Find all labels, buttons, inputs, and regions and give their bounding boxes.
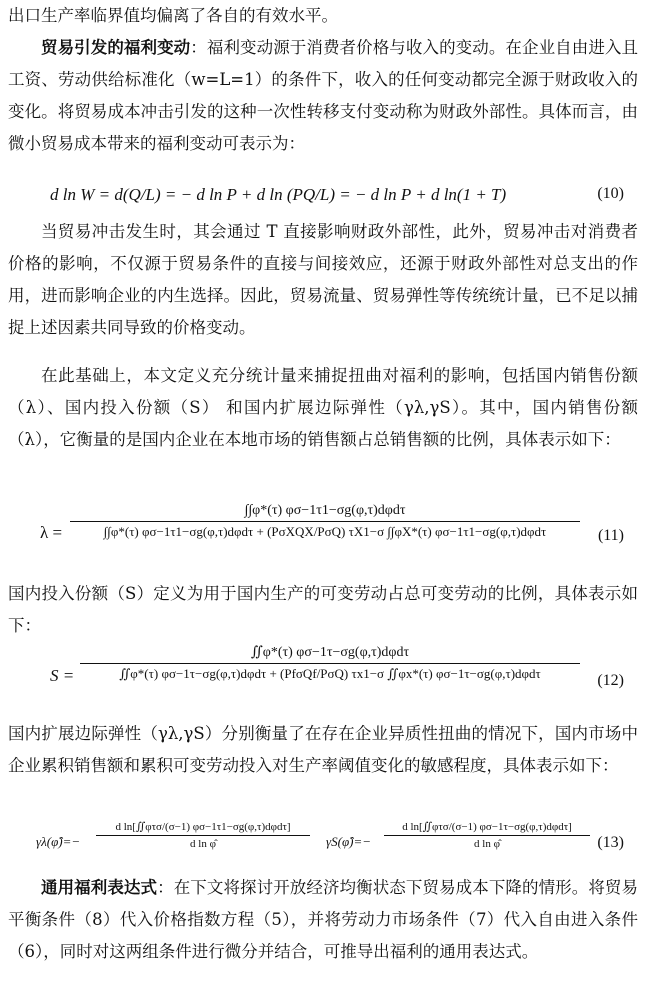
paragraph-trade-shock-text: 当贸易冲击发生时，其会通过 T 直接影响财政外部性，此外，贸易冲击对消费者价格的影响，不仅源于贸易条件的直接与间接效应，还源于财政外部性对总支出的作用，进而影响企业的内生选择。因此，贸易流量、贸易弹性等传统统计量，已不足以捕捉上述因素共同导致的价格变动。 [8,222,638,337]
paragraph-sufficient-statistics-text: 在此基础上，本文定义充分统计量来捕捉扭曲对福利的影响，包括国内销售份额（λ）、国内投入份额（S） 和国内扩展边际弹性（γλ,γS）。其中，国内销售份额（λ），它衡量的是国内企业在本地市场的销售额占总销售额的比例，具体表示如下： [8,366,638,449]
equation-12 [8,644,638,718]
paragraph-welfare-change [8,32,638,160]
equation-13a-denominator: d ln φ̂ [190,838,216,850]
equation-13a-numerator: d ln[∬φτσ/(σ−1) φσ−1τ1−σg(φ,τ)dφdτ] [115,821,291,833]
paragraph-extensive-margin-text: 国内扩展边际弹性（γλ,γS）分别衡量了在存在企业异质性扭曲的情况下，国内市场中企业累积销售额和累积可变劳动投入对生产率阈值变化的敏感程度，具体表示如下： [8,724,638,775]
heading-welfare-change: 贸易引发的福利变动 [41,38,191,57]
equation-13 [8,820,638,874]
equation-12-lhs: S = [50,666,75,685]
heading-general-welfare: 通用福利表达式 [41,878,158,897]
equation-12-fraction-bar [80,663,580,664]
equation-11-fraction-bar [70,521,580,522]
paragraph-extensive-margin [8,718,638,782]
paragraph-trade-shock [8,216,638,344]
equation-11-number: (11) [597,527,624,544]
equation-11 [8,503,638,577]
equation-13a-fraction-bar [96,835,310,836]
equation-13a-fraction [96,820,310,850]
equation-11-numerator: ∫∫φ*(τ) φσ−1τ1−σg(φ,τ)dφdτ [244,503,406,518]
equation-13b-fraction [384,820,590,850]
equation-13b-denominator: d ln φ̂ [474,838,500,850]
text-line-0-content: 出口生产率临界值均偏离了各自的有效水平。 [8,6,338,25]
paragraph-sufficient-statistics [8,360,638,456]
equation-10-number: (10) [597,185,624,202]
paragraph-welfare-change-text: ：福利变动源于消费者价格与收入的变动。在企业自由进入且工资、劳动供给标准化（w=L=1）的条件下，收入的任何变动都完全源于财政收入的变化。将贸易成本冲击引发的这种一次性转移支付变动称为财政外部性。具体而言，由微小贸易成本带来的福利变动可表示为： [8,38,639,153]
equation-12-denominator: ∬φ*(τ) φσ−1τ−σg(φ,τ)dφdτ + (PfσQf/PσQ) τx1−σ ∬φx*(τ) φσ−1τ−σg(φ,τ)dφdτ [119,666,541,681]
equation-10 [8,183,638,211]
paragraph-general-welfare [8,872,638,968]
equation-13b-fraction-bar [384,835,590,836]
text-line-0 [8,0,638,32]
equation-13b-lhs: γS(φ̂)=− [326,834,372,849]
equation-11-fraction [70,503,580,540]
paragraph-input-share-text: 国内投入份额（S）定义为用于国内生产的可变劳动占总可变劳动的比例，具体表示如下： [8,584,638,635]
equation-12-numerator: ∬φ*(τ) φσ−1τ−σg(φ,τ)dφdτ [250,645,410,660]
equation-11-lhs: λ = [40,523,63,542]
equation-13a-lhs: γλ(φ̂)=− [36,834,81,849]
paragraph-general-welfare-text: ：在下文将探讨开放经济均衡状态下贸易成本下降的情形。将贸易平衡条件（8）代入价格指数方程（5），并将劳动力市场条件（7）代入自由进入条件（6），同时对这两组条件进行微分并结合，可推导出福利的通用表达式。 [8,878,639,961]
paragraph-input-share [8,578,638,642]
equation-10-body: d ln W = d(Q/L) = − d ln P + d ln (PQ/L) = − d ln P + d ln(1 + T) [50,185,507,204]
equation-13b-numerator: d ln[∬φτσ/(σ−1) φσ−1τ−σg(φ,τ)dφdτ] [402,821,572,833]
equation-12-number: (12) [597,672,624,689]
equation-12-fraction [80,644,580,682]
equation-13-number: (13) [597,834,624,851]
equation-11-denominator: ∫∫φ*(τ) φσ−1τ1−σg(φ,τ)dφdτ + (PσXQX/PσQ) τX1−σ ∫∫φX*(τ) φσ−1τ1−σg(φ,τ)dφdτ [103,524,547,539]
